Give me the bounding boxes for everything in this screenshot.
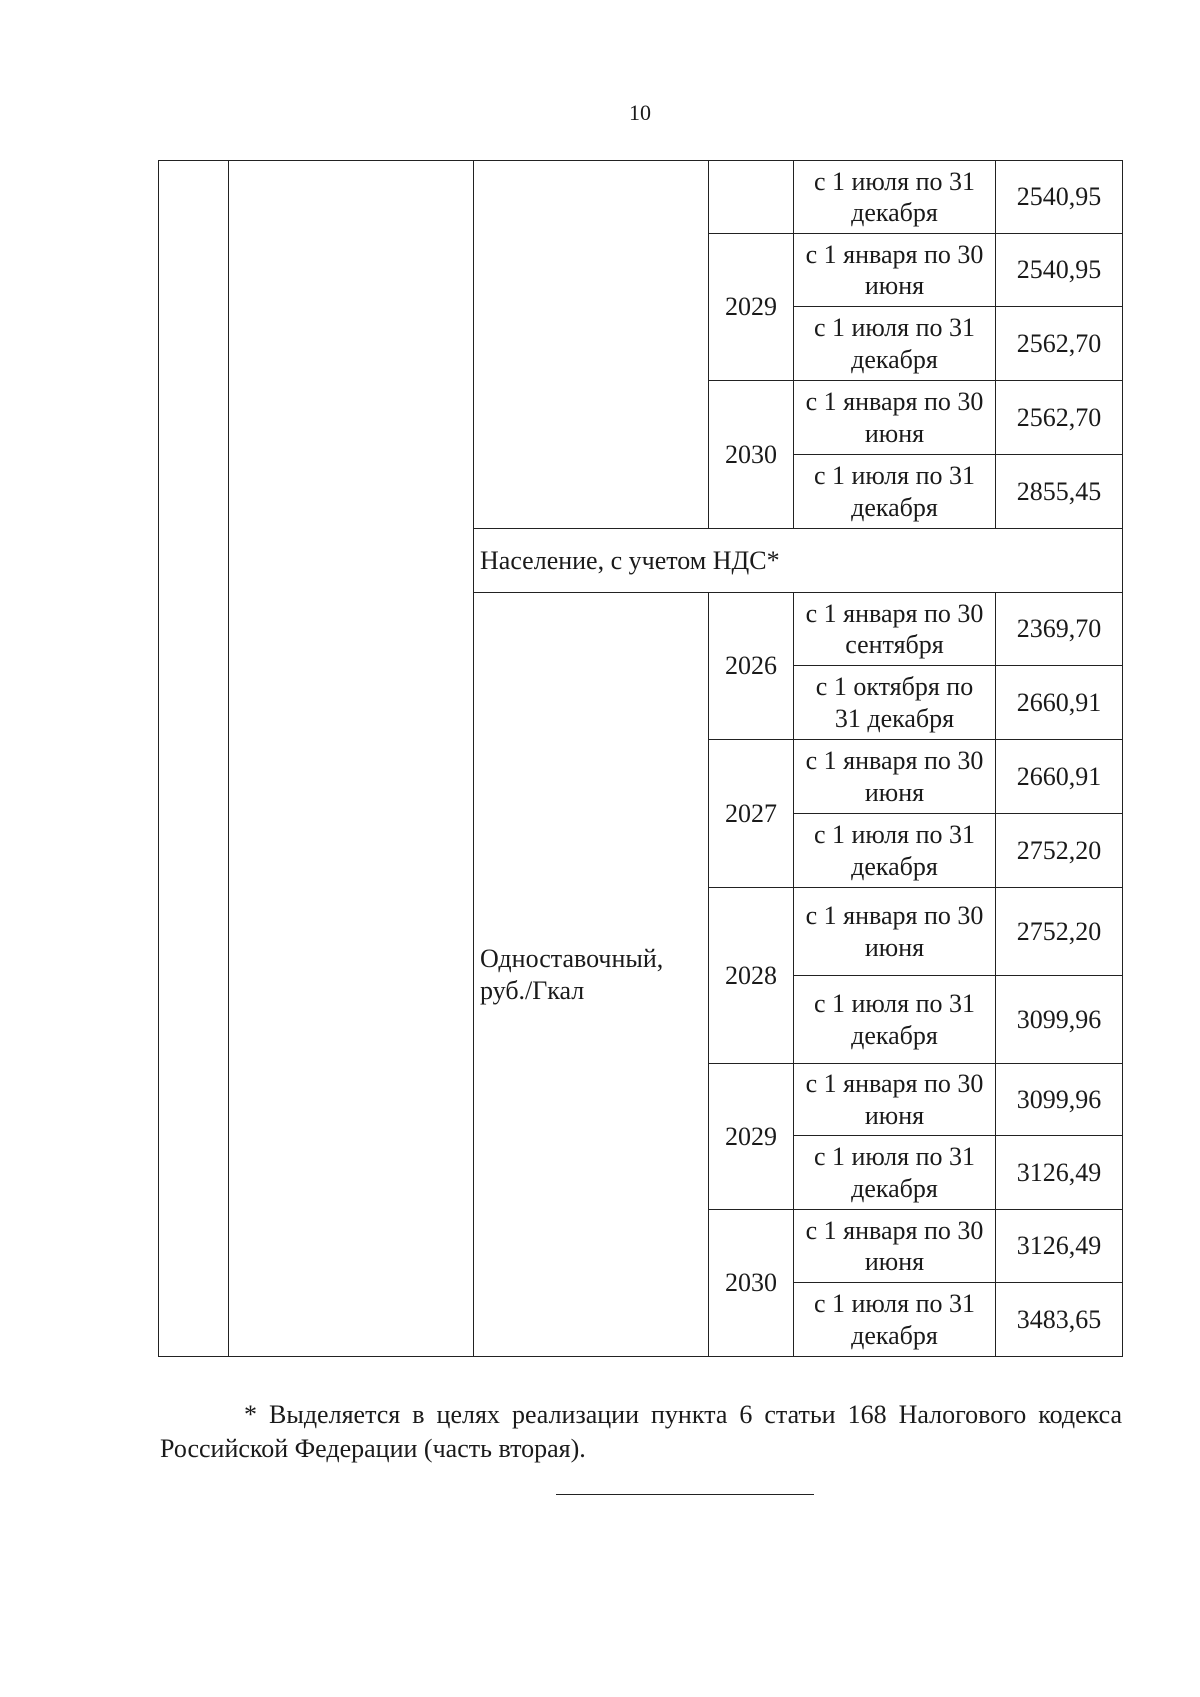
period-cell: с 1 июля по 31 декабря	[794, 307, 996, 381]
table-row	[159, 161, 1123, 234]
value-cell: 2660,91	[996, 740, 1123, 814]
value-cell: 3099,96	[996, 976, 1123, 1064]
period-cell: с 1 июля по 31 декабря	[794, 161, 996, 234]
year-cell: 2029	[709, 1064, 794, 1210]
period-cell: с 1 июля по 31 декабря	[794, 814, 996, 888]
value-cell: 2562,70	[996, 307, 1123, 381]
footnote: * Выделяется в целях реализации пункта 6 статьи 168 Налогового кодекса Российской Федерации (часть вторая).	[160, 1400, 1122, 1463]
empty-cell-col1	[159, 161, 229, 1357]
value-cell: 3126,49	[996, 1136, 1123, 1210]
period-cell: с 1 января по 30 июня	[794, 1210, 996, 1283]
year-cell: 2028	[709, 888, 794, 1064]
value-cell: 2752,20	[996, 814, 1123, 888]
value-cell: 3483,65	[996, 1283, 1123, 1357]
value-cell: 2660,91	[996, 666, 1123, 740]
value-cell: 3126,49	[996, 1210, 1123, 1283]
period-cell: с 1 января по 30 сентября	[794, 593, 996, 666]
period-cell: с 1 октября по 31 декабря	[794, 666, 996, 740]
period-cell: с 1 января по 30 июня	[794, 1064, 996, 1136]
value-cell: 2752,20	[996, 888, 1123, 976]
year-cell: 2030	[709, 1210, 794, 1357]
value-cell: 2540,95	[996, 161, 1123, 234]
empty-cell-col2	[229, 161, 474, 1357]
period-cell: с 1 июля по 31 декабря	[794, 1283, 996, 1357]
value-cell: 2562,70	[996, 381, 1123, 455]
tariff-type-cell: Одноставочный, руб./Гкал	[474, 593, 709, 1357]
period-cell: с 1 января по 30 июня	[794, 740, 996, 814]
empty-cell-col3	[474, 161, 709, 529]
year-cell: 2027	[709, 740, 794, 888]
period-cell: с 1 июля по 31 декабря	[794, 976, 996, 1064]
section-title: Население, с учетом НДС*	[474, 529, 1123, 593]
period-cell: с 1 июля по 31 декабря	[794, 1136, 996, 1210]
page-number: 10	[629, 100, 651, 125]
period-cell: с 1 января по 30 июня	[794, 234, 996, 307]
end-divider	[556, 1494, 814, 1495]
year-cell: 2030	[709, 381, 794, 529]
period-cell: с 1 января по 30 июня	[794, 381, 996, 455]
value-cell: 2540,95	[996, 234, 1123, 307]
period-cell: с 1 июля по 31 декабря	[794, 455, 996, 529]
tariff-table	[158, 160, 1123, 1357]
year-cell: 2026	[709, 593, 794, 740]
value-cell: 2369,70	[996, 593, 1123, 666]
period-cell: с 1 января по 30 июня	[794, 888, 996, 976]
year-cell: 2029	[709, 234, 794, 381]
value-cell: 2855,45	[996, 455, 1123, 529]
value-cell: 3099,96	[996, 1064, 1123, 1136]
year-cell	[709, 161, 794, 234]
